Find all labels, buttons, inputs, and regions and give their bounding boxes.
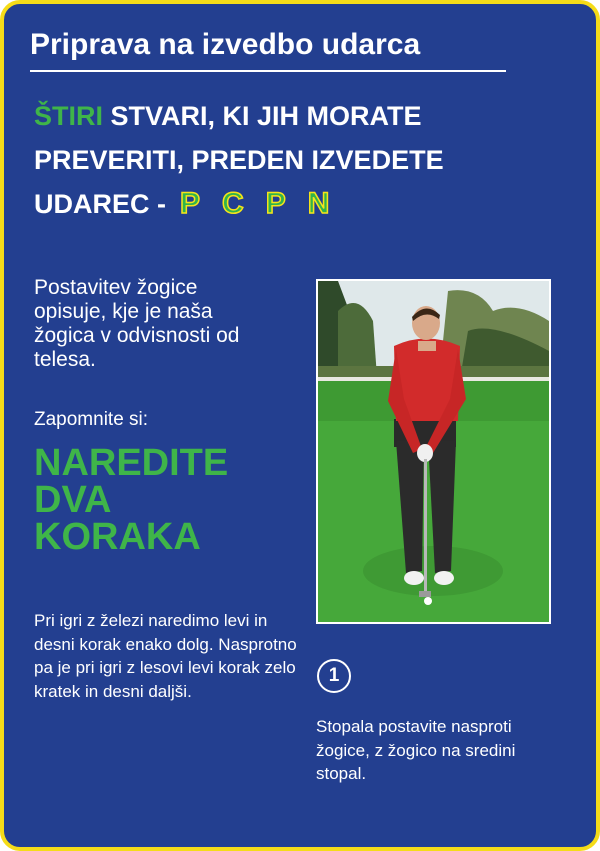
golfer-photo-illustration bbox=[318, 281, 549, 622]
page-title: Priprava na izvedbo udarca bbox=[30, 28, 421, 61]
pcpn-letter: P bbox=[265, 187, 286, 220]
heading-line-3-text: UDAREC - bbox=[34, 189, 166, 219]
photo-caption: Stopala postavite nasproti žogice, z žogico na sredini stopal. bbox=[316, 717, 516, 783]
pcpn-letter: N bbox=[307, 187, 330, 220]
big-callout-line: KORAKA bbox=[34, 516, 201, 558]
section-heading bbox=[34, 94, 574, 226]
title-divider bbox=[30, 70, 506, 72]
description-text: Pri igri z železi naredimo levi in desni korak enako dolg. Nasprotno pa je pri igri z lesovi levi korak zelo kratek in desni daljši. bbox=[34, 611, 297, 701]
heading-line-1-rest: STVARI, KI JIH MORATE bbox=[103, 101, 422, 131]
heading-line-2: PREVERITI, PREDEN IZVEDETE bbox=[34, 145, 444, 175]
remember-label: Zapomnite si: bbox=[34, 409, 149, 430]
heading-highlight: ŠTIRI bbox=[34, 101, 104, 131]
pcpn-letter: P bbox=[180, 187, 201, 220]
big-callout bbox=[34, 442, 229, 558]
heading-line-1 bbox=[34, 94, 574, 138]
big-callout-line: DVA bbox=[34, 479, 112, 521]
position-text: Postavitev žogice opisuje, kje je naša žogica v odvisnosti od telesa. bbox=[34, 276, 240, 371]
golfer-photo bbox=[316, 279, 551, 624]
pcpn-letter: C bbox=[222, 187, 244, 220]
big-callout-line: NAREDITE bbox=[34, 442, 229, 484]
step-number-badge: 1 bbox=[317, 659, 351, 693]
pcpn-letters bbox=[180, 182, 351, 226]
heading-line-3 bbox=[34, 182, 574, 226]
